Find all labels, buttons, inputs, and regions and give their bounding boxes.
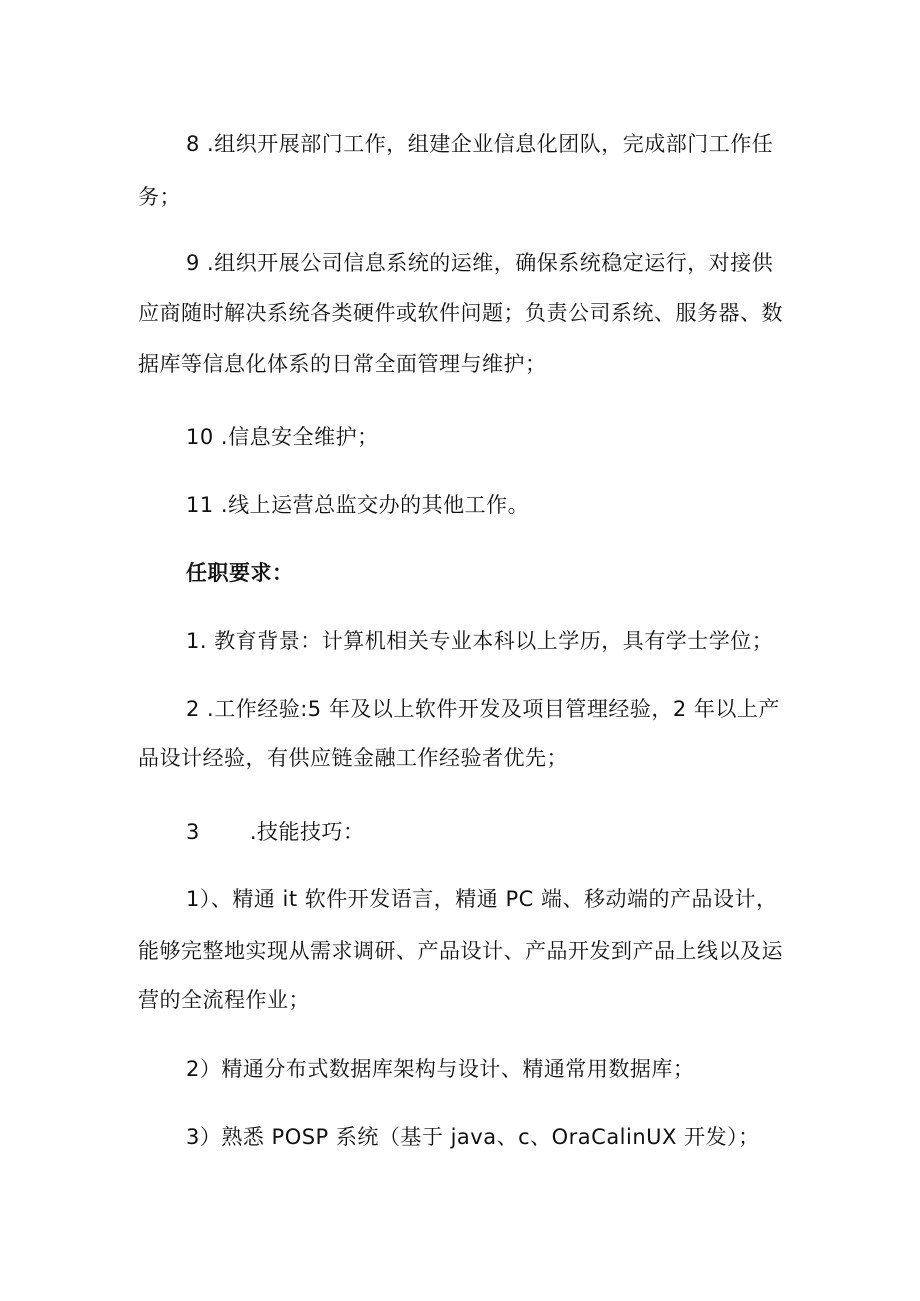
skill-2-line-1: 2）精通分布式数据库架构与设计、精通常用数据库； [186, 1057, 695, 1081]
requirement-2-line-2: 品设计经验，有供应链金融工作经验者优先； [138, 746, 568, 770]
skill-1-line-2: 能够完整地实现从需求调研、产品设计、产品开发到产品上线以及运 [138, 939, 783, 963]
requirements-heading: 任职要求： [186, 561, 294, 585]
skill-1-line-3: 营的全流程作业； [138, 988, 310, 1012]
item-9-line-3: 据库等信息化体系的日常全面管理与维护； [138, 352, 547, 376]
requirement-2-line-1: 2 .工作经验:5 年及以上软件开发及项目管理经验，2 年以上产 [186, 697, 780, 721]
requirement-1-line-1: 1. 教育背景：计算机相关专业本科以上学历，具有学士学位； [186, 629, 774, 653]
item-8-line-1: 8 .组织开展部门工作，组建企业信息化团队，完成部门工作任 [186, 132, 774, 156]
item-9-line-2: 应商随时解决系统各类硬件或软件问题；负责公司系统、服务器、数 [138, 301, 783, 325]
item-8-line-2: 务； [138, 185, 181, 209]
requirement-3-label: .技能技巧： [249, 820, 365, 844]
skill-1-line-1: 1）、精通 it 软件开发语言，精通 PC 端、移动端的产品设计， [186, 887, 778, 911]
item-11-line-1: 11 .线上运营总监交办的其他工作。 [186, 493, 530, 517]
item-9-line-1: 9 .组织开展公司信息系统的运维，确保系统稳定运行，对接供 [186, 251, 774, 275]
requirement-3-number: 3 [186, 820, 200, 844]
skill-3-line-1: 3）熟悉 POSP 系统（基于 java、c、OraCalinUX 开发）； [186, 1125, 760, 1149]
item-10-line-1: 10 .信息安全维护； [186, 425, 379, 449]
requirement-3-line [186, 817, 846, 847]
